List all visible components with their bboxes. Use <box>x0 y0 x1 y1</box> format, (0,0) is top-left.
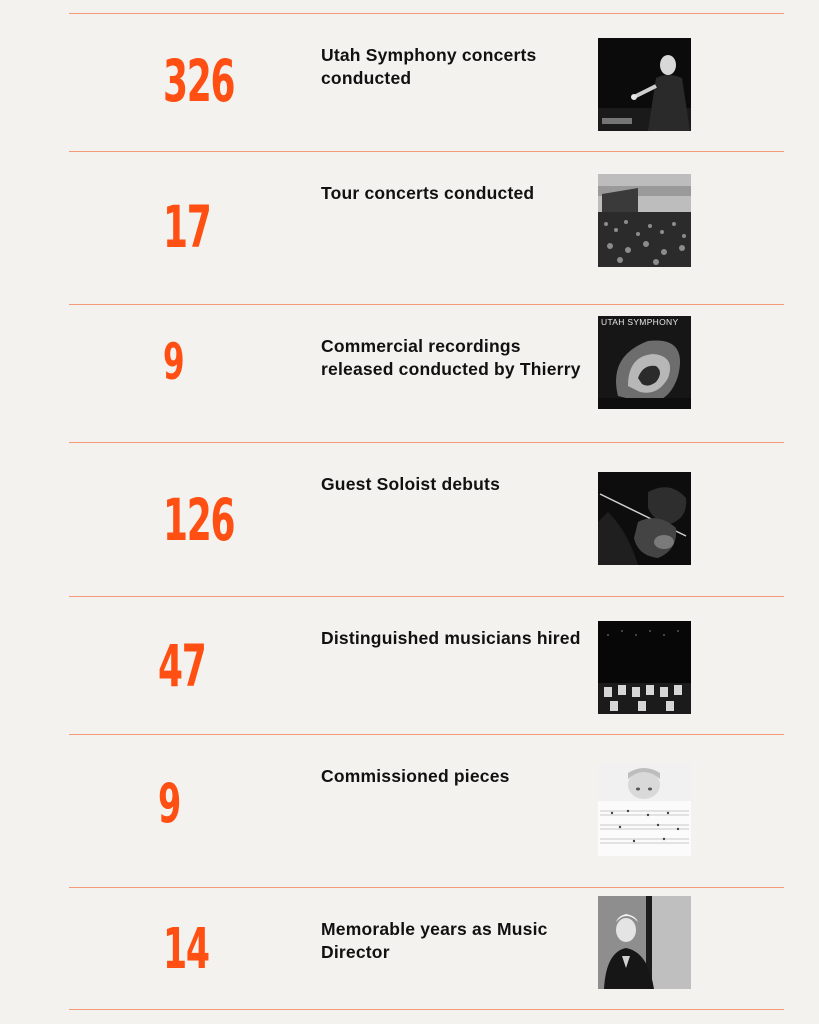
stat-number: 9 <box>158 772 181 835</box>
stat-number: 17 <box>163 193 211 261</box>
orchestra-on-stage-photo <box>598 621 691 714</box>
violinist-photo <box>598 472 691 565</box>
divider <box>69 151 784 152</box>
stat-number: 14 <box>163 917 209 982</box>
outdoor-concert-crowd-photo <box>598 174 691 267</box>
stat-number: 326 <box>163 47 235 115</box>
stat-label: Tour concerts conducted <box>321 183 535 203</box>
stat-label: Commercial recordings released conducted by Thierry <box>321 336 581 379</box>
divider <box>69 734 784 735</box>
conductor-photo <box>598 38 691 131</box>
divider <box>69 887 784 888</box>
stat-number: 47 <box>158 632 206 700</box>
stat-label: Guest Soloist debuts <box>321 474 501 494</box>
composer-with-score-photo <box>598 763 691 856</box>
music-director-portrait <box>598 896 691 989</box>
stat-number: 9 <box>163 333 184 391</box>
stat-number: 126 <box>163 486 235 554</box>
divider <box>69 596 784 597</box>
album-cover <box>598 316 691 409</box>
stat-label: Distinguished musicians hired <box>321 628 581 648</box>
stat-label: Memorable years as Music Director <box>321 919 548 962</box>
stat-label: Utah Symphony concerts conducted <box>321 45 537 88</box>
divider <box>69 442 784 443</box>
stat-label: Commissioned pieces <box>321 766 510 786</box>
divider <box>69 13 784 14</box>
divider <box>69 1009 784 1010</box>
divider <box>69 304 784 305</box>
album-brand-text: UTAH SYMPHONY <box>601 317 679 327</box>
